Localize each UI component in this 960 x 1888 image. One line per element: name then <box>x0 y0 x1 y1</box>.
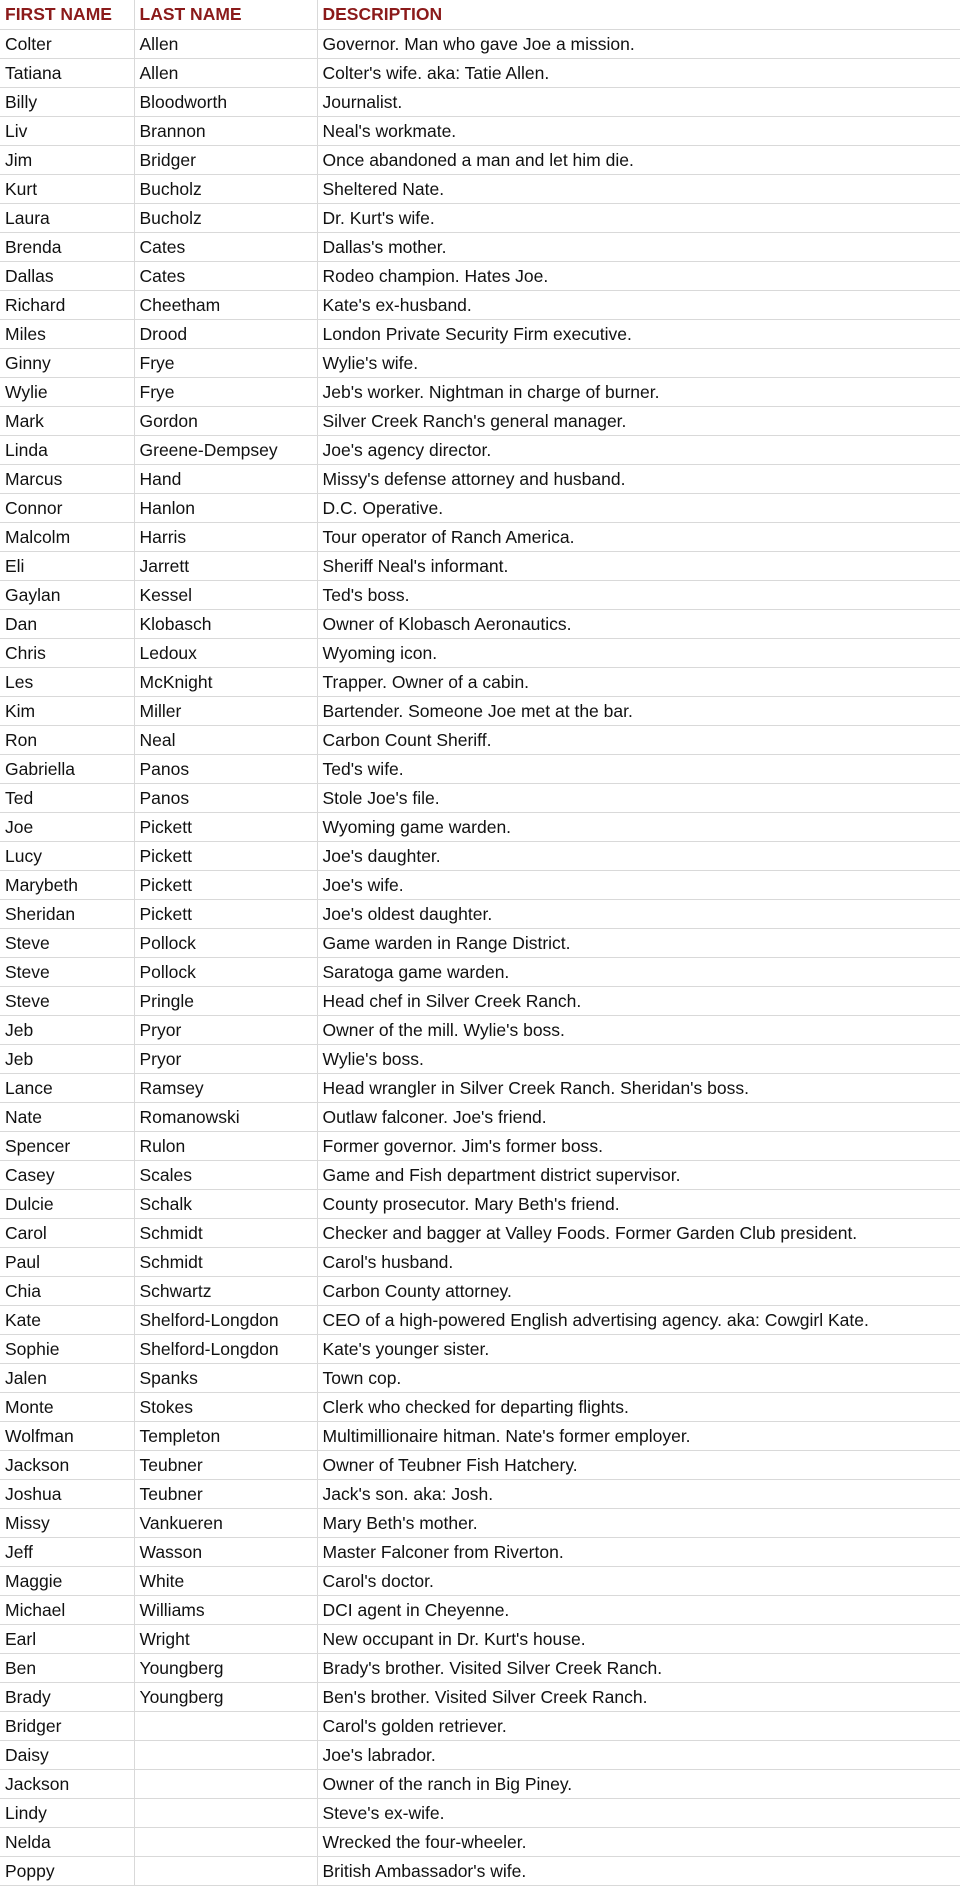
description-cell: Ted's wife. <box>317 754 960 783</box>
description-cell: New occupant in Dr. Kurt's house. <box>317 1624 960 1653</box>
description-cell: British Ambassador's wife. <box>317 1856 960 1885</box>
table-row <box>0 406 960 435</box>
table-row <box>0 725 960 754</box>
last-name-cell: Pickett <box>134 899 317 928</box>
last-name-cell: Youngberg <box>134 1682 317 1711</box>
table-row <box>0 754 960 783</box>
first-name-cell: Wolfman <box>0 1421 134 1450</box>
description-cell: Wylie's wife. <box>317 348 960 377</box>
description-cell: Former governor. Jim's former boss. <box>317 1131 960 1160</box>
last-name-cell: McKnight <box>134 667 317 696</box>
last-name-cell: Pryor <box>134 1015 317 1044</box>
table-row <box>0 522 960 551</box>
table-row <box>0 58 960 87</box>
first-name-cell: Jalen <box>0 1363 134 1392</box>
description-cell: Saratoga game warden. <box>317 957 960 986</box>
first-name-cell: Poppy <box>0 1856 134 1885</box>
last-name-cell: Gordon <box>134 406 317 435</box>
first-name-cell: Ron <box>0 725 134 754</box>
table-row <box>0 870 960 899</box>
table-row <box>0 203 960 232</box>
last-name-cell: Pringle <box>134 986 317 1015</box>
description-cell: Carbon County attorney. <box>317 1276 960 1305</box>
description-cell: Neal's workmate. <box>317 116 960 145</box>
last-name-cell <box>134 1827 317 1856</box>
description-cell: Rodeo champion. Hates Joe. <box>317 261 960 290</box>
last-name-cell: Frye <box>134 377 317 406</box>
table-row <box>0 841 960 870</box>
table-row <box>0 1508 960 1537</box>
last-name-cell: Bridger <box>134 145 317 174</box>
first-name-cell: Carol <box>0 1218 134 1247</box>
first-name-cell: Wylie <box>0 377 134 406</box>
table-row <box>0 1682 960 1711</box>
last-name-cell: Hanlon <box>134 493 317 522</box>
first-name-cell: Gabriella <box>0 754 134 783</box>
first-name-cell: Steve <box>0 957 134 986</box>
description-cell: Joe's oldest daughter. <box>317 899 960 928</box>
first-name-cell: Joe <box>0 812 134 841</box>
last-name-cell: Pickett <box>134 841 317 870</box>
last-name-cell: Allen <box>134 58 317 87</box>
table-row <box>0 1073 960 1102</box>
last-name-cell: Cates <box>134 232 317 261</box>
description-cell: Owner of the mill. Wylie's boss. <box>317 1015 960 1044</box>
first-name-cell: Richard <box>0 290 134 319</box>
first-name-cell: Ted <box>0 783 134 812</box>
last-name-cell: Hand <box>134 464 317 493</box>
description-cell: Checker and bagger at Valley Foods. Former Garden Club president. <box>317 1218 960 1247</box>
description-cell: Dallas's mother. <box>317 232 960 261</box>
last-name-cell: Frye <box>134 348 317 377</box>
description-cell: Ben's brother. Visited Silver Creek Ranch. <box>317 1682 960 1711</box>
first-name-cell: Colter <box>0 29 134 58</box>
table-row <box>0 29 960 58</box>
description-cell: Wrecked the four-wheeler. <box>317 1827 960 1856</box>
last-name-cell: Kessel <box>134 580 317 609</box>
last-name-cell: Pollock <box>134 957 317 986</box>
table-row <box>0 696 960 725</box>
first-name-cell: Nelda <box>0 1827 134 1856</box>
first-name-cell: Connor <box>0 493 134 522</box>
description-cell: Head chef in Silver Creek Ranch. <box>317 986 960 1015</box>
first-name-cell: Eli <box>0 551 134 580</box>
first-name-cell: Jackson <box>0 1769 134 1798</box>
first-name-cell: Paul <box>0 1247 134 1276</box>
first-name-cell: Laura <box>0 203 134 232</box>
description-cell: County prosecutor. Mary Beth's friend. <box>317 1189 960 1218</box>
description-cell: Owner of the ranch in Big Piney. <box>317 1769 960 1798</box>
first-name-cell: Nate <box>0 1102 134 1131</box>
table-row <box>0 667 960 696</box>
table-row <box>0 1305 960 1334</box>
last-name-cell: Romanowski <box>134 1102 317 1131</box>
table-row <box>0 928 960 957</box>
description-cell: Game warden in Range District. <box>317 928 960 957</box>
table-row <box>0 435 960 464</box>
table-row <box>0 1740 960 1769</box>
table-row <box>0 232 960 261</box>
column-header-first-name: FIRST NAME <box>0 0 134 29</box>
description-cell: Carbon Count Sheriff. <box>317 725 960 754</box>
first-name-cell: Steve <box>0 928 134 957</box>
last-name-cell: Wright <box>134 1624 317 1653</box>
first-name-cell: Lucy <box>0 841 134 870</box>
first-name-cell: Steve <box>0 986 134 1015</box>
description-cell: Silver Creek Ranch's general manager. <box>317 406 960 435</box>
last-name-cell: Shelford-Longdon <box>134 1334 317 1363</box>
description-cell: Outlaw falconer. Joe's friend. <box>317 1102 960 1131</box>
first-name-cell: Daisy <box>0 1740 134 1769</box>
table-row <box>0 1044 960 1073</box>
description-cell: Sheriff Neal's informant. <box>317 551 960 580</box>
first-name-cell: Ginny <box>0 348 134 377</box>
description-cell: Owner of Klobasch Aeronautics. <box>317 609 960 638</box>
first-name-cell: Tatiana <box>0 58 134 87</box>
table-row <box>0 1479 960 1508</box>
description-cell: CEO of a high-powered English advertising agency. aka: Cowgirl Kate. <box>317 1305 960 1334</box>
first-name-cell: Dulcie <box>0 1189 134 1218</box>
first-name-cell: Gaylan <box>0 580 134 609</box>
first-name-cell: Sheridan <box>0 899 134 928</box>
last-name-cell: Pickett <box>134 812 317 841</box>
description-cell: Clerk who checked for departing flights. <box>317 1392 960 1421</box>
description-cell: Tour operator of Ranch America. <box>317 522 960 551</box>
table-row <box>0 638 960 667</box>
last-name-cell: Panos <box>134 783 317 812</box>
last-name-cell: Cheetham <box>134 290 317 319</box>
last-name-cell: White <box>134 1566 317 1595</box>
first-name-cell: Jeff <box>0 1537 134 1566</box>
last-name-cell: Neal <box>134 725 317 754</box>
first-name-cell: Chris <box>0 638 134 667</box>
table-row <box>0 1595 960 1624</box>
table-row <box>0 783 960 812</box>
table-row <box>0 319 960 348</box>
description-cell: DCI agent in Cheyenne. <box>317 1595 960 1624</box>
description-cell: Multimillionaire hitman. Nate's former employer. <box>317 1421 960 1450</box>
last-name-cell: Schwartz <box>134 1276 317 1305</box>
table-row <box>0 1189 960 1218</box>
first-name-cell: Sophie <box>0 1334 134 1363</box>
last-name-cell: Schalk <box>134 1189 317 1218</box>
description-cell: Missy's defense attorney and husband. <box>317 464 960 493</box>
description-cell: Journalist. <box>317 87 960 116</box>
column-header-last-name: LAST NAME <box>134 0 317 29</box>
last-name-cell: Drood <box>134 319 317 348</box>
last-name-cell: Shelford-Longdon <box>134 1305 317 1334</box>
first-name-cell: Dan <box>0 609 134 638</box>
last-name-cell: Rulon <box>134 1131 317 1160</box>
first-name-cell: Kurt <box>0 174 134 203</box>
last-name-cell: Pryor <box>134 1044 317 1073</box>
table-row <box>0 1798 960 1827</box>
table-row <box>0 1450 960 1479</box>
description-cell: Jeb's worker. Nightman in charge of burner. <box>317 377 960 406</box>
first-name-cell: Brady <box>0 1682 134 1711</box>
table-row <box>0 899 960 928</box>
first-name-cell: Jim <box>0 145 134 174</box>
table-row <box>0 1276 960 1305</box>
last-name-cell <box>134 1769 317 1798</box>
description-cell: London Private Security Firm executive. <box>317 319 960 348</box>
first-name-cell: Jeb <box>0 1015 134 1044</box>
description-cell: Joe's daughter. <box>317 841 960 870</box>
last-name-cell: Bloodworth <box>134 87 317 116</box>
last-name-cell: Klobasch <box>134 609 317 638</box>
table-body <box>0 29 960 1885</box>
first-name-cell: Lindy <box>0 1798 134 1827</box>
description-cell: Game and Fish department district supervisor. <box>317 1160 960 1189</box>
table-row <box>0 290 960 319</box>
last-name-cell: Cates <box>134 261 317 290</box>
table-row <box>0 1537 960 1566</box>
last-name-cell: Ledoux <box>134 638 317 667</box>
last-name-cell: Allen <box>134 29 317 58</box>
table-row <box>0 87 960 116</box>
description-cell: Mary Beth's mother. <box>317 1508 960 1537</box>
description-cell: Brady's brother. Visited Silver Creek Ranch. <box>317 1653 960 1682</box>
table-row <box>0 1653 960 1682</box>
last-name-cell: Schmidt <box>134 1247 317 1276</box>
table-row <box>0 1856 960 1885</box>
table-row <box>0 377 960 406</box>
table-row <box>0 986 960 1015</box>
last-name-cell: Stokes <box>134 1392 317 1421</box>
last-name-cell <box>134 1798 317 1827</box>
description-cell: Kate's younger sister. <box>317 1334 960 1363</box>
last-name-cell <box>134 1856 317 1885</box>
table-row <box>0 609 960 638</box>
last-name-cell: Harris <box>134 522 317 551</box>
table-row <box>0 957 960 986</box>
first-name-cell: Joshua <box>0 1479 134 1508</box>
first-name-cell: Casey <box>0 1160 134 1189</box>
description-cell: Trapper. Owner of a cabin. <box>317 667 960 696</box>
first-name-cell: Jeb <box>0 1044 134 1073</box>
table-row <box>0 1711 960 1740</box>
description-cell: Town cop. <box>317 1363 960 1392</box>
first-name-cell: Marcus <box>0 464 134 493</box>
last-name-cell: Williams <box>134 1595 317 1624</box>
first-name-cell: Ben <box>0 1653 134 1682</box>
last-name-cell: Teubner <box>134 1479 317 1508</box>
last-name-cell: Spanks <box>134 1363 317 1392</box>
column-header-description: DESCRIPTION <box>317 0 960 29</box>
table-row <box>0 174 960 203</box>
table-row <box>0 1247 960 1276</box>
last-name-cell: Wasson <box>134 1537 317 1566</box>
last-name-cell: Bucholz <box>134 174 317 203</box>
first-name-cell: Kate <box>0 1305 134 1334</box>
description-cell: Joe's agency director. <box>317 435 960 464</box>
last-name-cell: Templeton <box>134 1421 317 1450</box>
last-name-cell: Vankueren <box>134 1508 317 1537</box>
last-name-cell: Teubner <box>134 1450 317 1479</box>
last-name-cell: Schmidt <box>134 1218 317 1247</box>
table-row <box>0 1566 960 1595</box>
first-name-cell: Chia <box>0 1276 134 1305</box>
table-row <box>0 580 960 609</box>
table-row <box>0 812 960 841</box>
last-name-cell: Miller <box>134 696 317 725</box>
description-cell: Stole Joe's file. <box>317 783 960 812</box>
description-cell: Colter's wife. aka: Tatie Allen. <box>317 58 960 87</box>
first-name-cell: Marybeth <box>0 870 134 899</box>
description-cell: Wyoming icon. <box>317 638 960 667</box>
first-name-cell: Jackson <box>0 1450 134 1479</box>
description-cell: Carol's husband. <box>317 1247 960 1276</box>
table-row <box>0 1218 960 1247</box>
table-row <box>0 1131 960 1160</box>
first-name-cell: Billy <box>0 87 134 116</box>
first-name-cell: Malcolm <box>0 522 134 551</box>
table-row <box>0 493 960 522</box>
description-cell: Steve's ex-wife. <box>317 1798 960 1827</box>
description-cell: Owner of Teubner Fish Hatchery. <box>317 1450 960 1479</box>
description-cell: Head wrangler in Silver Creek Ranch. Sheridan's boss. <box>317 1073 960 1102</box>
table-row <box>0 1827 960 1856</box>
description-cell: Jack's son. aka: Josh. <box>317 1479 960 1508</box>
description-cell: D.C. Operative. <box>317 493 960 522</box>
first-name-cell: Spencer <box>0 1131 134 1160</box>
first-name-cell: Monte <box>0 1392 134 1421</box>
first-name-cell: Mark <box>0 406 134 435</box>
description-cell: Governor. Man who gave Joe a mission. <box>317 29 960 58</box>
description-cell: Carol's doctor. <box>317 1566 960 1595</box>
table-row <box>0 1102 960 1131</box>
first-name-cell: Linda <box>0 435 134 464</box>
description-cell: Ted's boss. <box>317 580 960 609</box>
table-row <box>0 551 960 580</box>
first-name-cell: Dallas <box>0 261 134 290</box>
first-name-cell: Michael <box>0 1595 134 1624</box>
first-name-cell: Missy <box>0 1508 134 1537</box>
first-name-cell: Brenda <box>0 232 134 261</box>
table-row <box>0 348 960 377</box>
table-header-row <box>0 0 960 29</box>
table-row <box>0 1160 960 1189</box>
description-cell: Joe's wife. <box>317 870 960 899</box>
first-name-cell: Liv <box>0 116 134 145</box>
last-name-cell: Panos <box>134 754 317 783</box>
table-row <box>0 145 960 174</box>
description-cell: Dr. Kurt's wife. <box>317 203 960 232</box>
description-cell: Once abandoned a man and let him die. <box>317 145 960 174</box>
last-name-cell: Jarrett <box>134 551 317 580</box>
table-row <box>0 464 960 493</box>
last-name-cell: Greene-Dempsey <box>134 435 317 464</box>
description-cell: Joe's labrador. <box>317 1740 960 1769</box>
first-name-cell: Kim <box>0 696 134 725</box>
description-cell: Wylie's boss. <box>317 1044 960 1073</box>
table-row <box>0 1334 960 1363</box>
first-name-cell: Earl <box>0 1624 134 1653</box>
last-name-cell: Pollock <box>134 928 317 957</box>
first-name-cell: Maggie <box>0 1566 134 1595</box>
description-cell: Sheltered Nate. <box>317 174 960 203</box>
description-cell: Bartender. Someone Joe met at the bar. <box>317 696 960 725</box>
first-name-cell: Les <box>0 667 134 696</box>
first-name-cell: Miles <box>0 319 134 348</box>
first-name-cell: Bridger <box>0 1711 134 1740</box>
table-row <box>0 1421 960 1450</box>
last-name-cell: Youngberg <box>134 1653 317 1682</box>
description-cell: Master Falconer from Riverton. <box>317 1537 960 1566</box>
last-name-cell: Ramsey <box>134 1073 317 1102</box>
description-cell: Kate's ex-husband. <box>317 290 960 319</box>
table-row <box>0 116 960 145</box>
table-row <box>0 1015 960 1044</box>
last-name-cell <box>134 1740 317 1769</box>
description-cell: Wyoming game warden. <box>317 812 960 841</box>
last-name-cell: Brannon <box>134 116 317 145</box>
last-name-cell: Pickett <box>134 870 317 899</box>
last-name-cell: Bucholz <box>134 203 317 232</box>
table-row <box>0 261 960 290</box>
first-name-cell: Lance <box>0 1073 134 1102</box>
description-cell: Carol's golden retriever. <box>317 1711 960 1740</box>
table-row <box>0 1392 960 1421</box>
table-row <box>0 1769 960 1798</box>
last-name-cell <box>134 1711 317 1740</box>
table-row <box>0 1363 960 1392</box>
last-name-cell: Scales <box>134 1160 317 1189</box>
table-row <box>0 1624 960 1653</box>
